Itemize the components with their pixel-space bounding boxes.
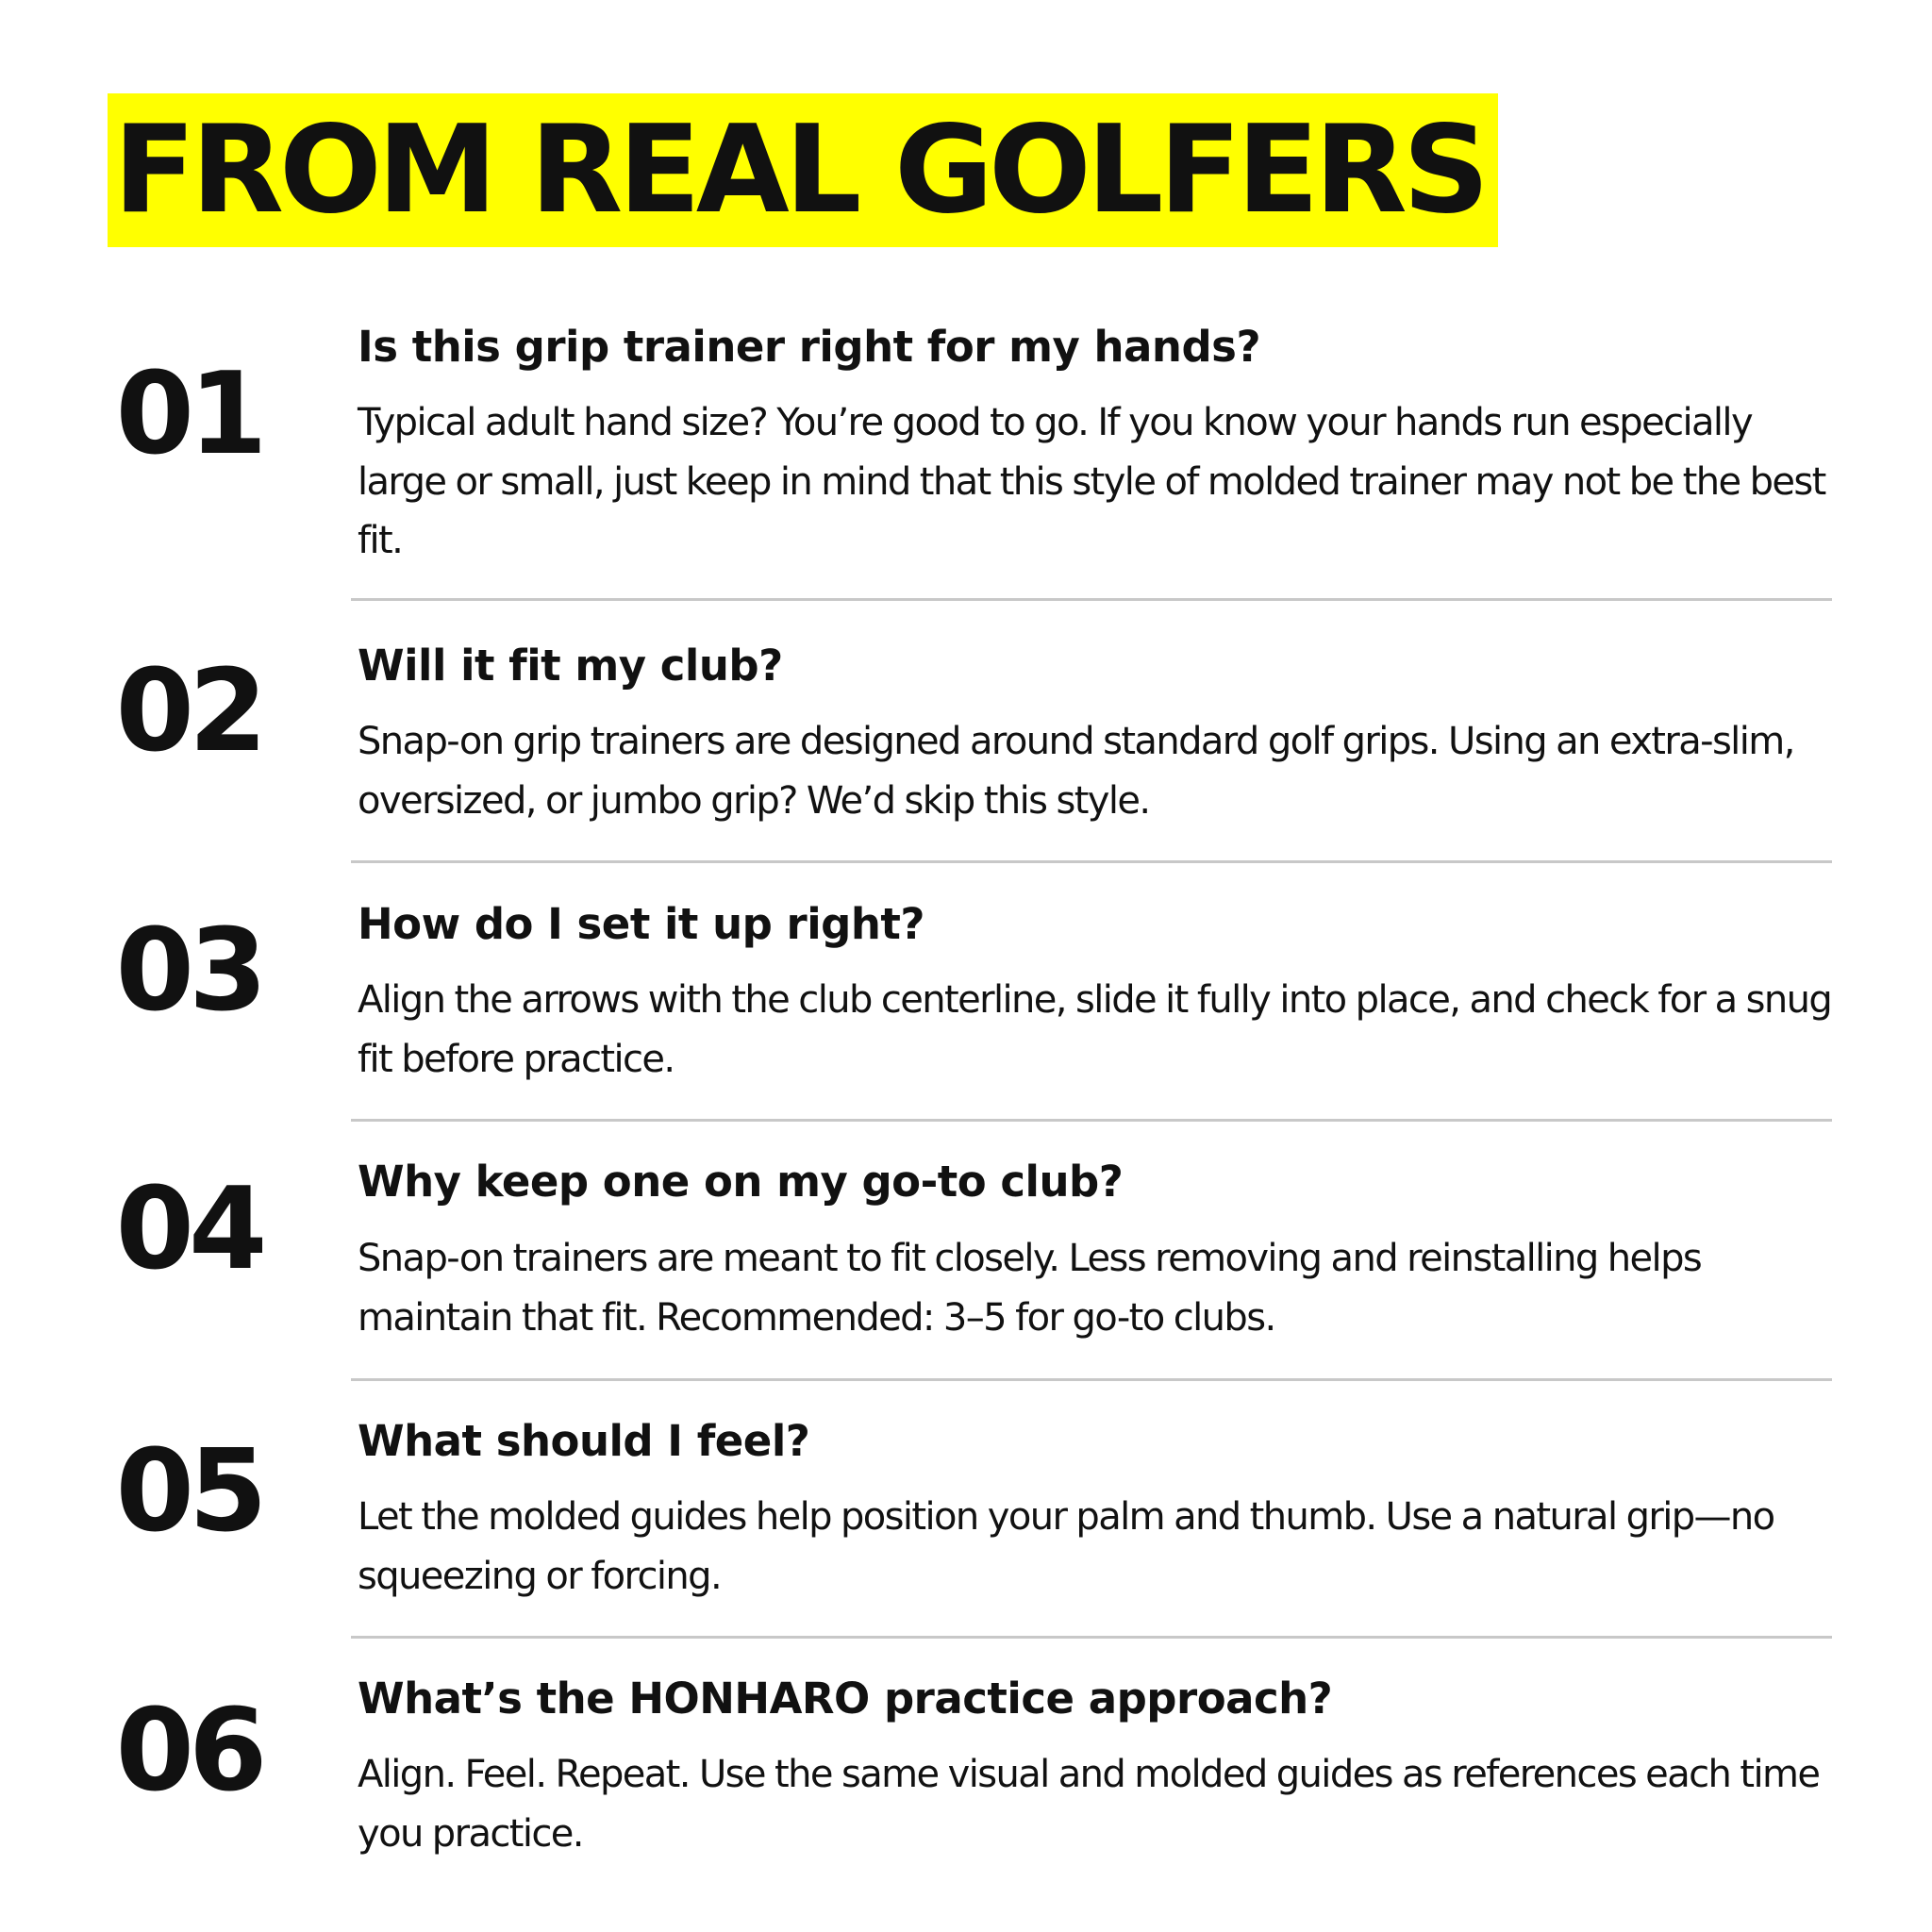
faq-number: 04 (115, 1164, 262, 1295)
page-title: FROM REAL GOLFERS (113, 100, 1485, 241)
faq-number: 03 (115, 906, 262, 1037)
faq-number: 06 (115, 1686, 262, 1817)
faq-answer: Typical adult hand size? You’re good to go. If you know your hands run especially large or small, just keep in mind that this style of molded trainer may not be the best fit. (358, 401, 1825, 562)
faq-question: Is this grip trainer right for my hands? (358, 322, 1261, 372)
divider (351, 1636, 1832, 1639)
faq-question: How do I set it up right? (358, 899, 924, 949)
faq-answer: Align. Feel. Repeat. Use the same visual and molded guides as references each time you practice. (358, 1753, 1820, 1856)
divider (351, 1119, 1832, 1122)
divider (351, 860, 1832, 863)
faq-number: 02 (115, 646, 262, 777)
faq-number: 05 (115, 1426, 262, 1557)
faq-question: What should I feel? (358, 1416, 810, 1466)
faq-answer: Snap-on grip trainers are designed around standard golf grips. Using an extra-slim, oversized, or jumbo grip? We’d skip this style. (358, 720, 1794, 823)
title-highlight (108, 93, 1498, 247)
divider (351, 1378, 1832, 1381)
faq-number: 01 (115, 349, 262, 480)
faq-answer: Align the arrows with the club centerline, slide it fully into place, and check for a snug fit before practice. (358, 978, 1832, 1081)
divider (351, 598, 1832, 601)
faq-answer: Let the molded guides help position your palm and thumb. Use a natural grip—no squeezing or forcing. (358, 1495, 1774, 1598)
faq-question: Why keep one on my go-to club? (358, 1157, 1124, 1207)
faq-question: What’s the HONHARO practice approach? (358, 1674, 1333, 1724)
faq-question: Will it fit my club? (358, 641, 783, 691)
faq-answer: Snap-on trainers are meant to fit closely. Less removing and reinstalling helps maintain that fit. Recommended: 3–5 for go-to clubs. (358, 1237, 1702, 1340)
